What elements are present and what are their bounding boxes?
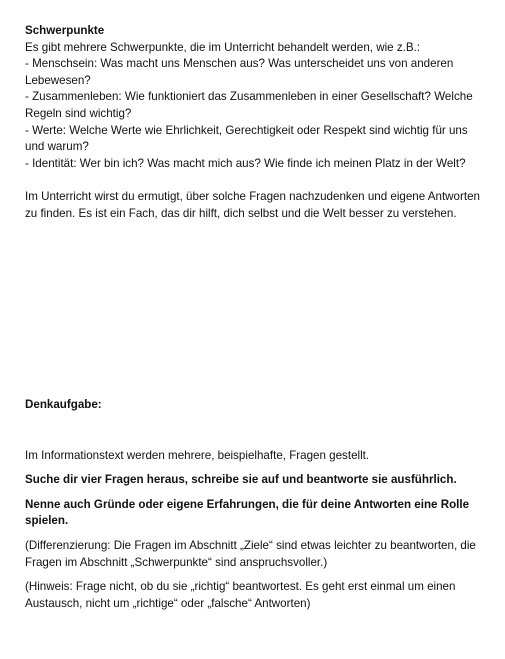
denkaufgabe-hinweis: (Hinweis: Frage nicht, ob du sie „richtig“ beantwortest. Es geht erst einmal um einen Austausch, nicht um „richtige“ oder „falsche“ Antworten) <box>25 580 456 610</box>
denkaufgabe-task-select: Suche dir vier Fragen heraus, schreibe sie auf und beantworte sie ausführlich. <box>25 473 457 487</box>
denkaufgabe-heading: Denkaufgabe: <box>25 398 102 411</box>
denkaufgabe-section <box>25 397 495 612</box>
schwerpunkte-intro: Es gibt mehrere Schwerpunkte, die im Unterricht behandelt werden, wie z.B.: <box>25 40 421 54</box>
schwerpunkte-section <box>25 23 485 222</box>
schwerpunkte-closing: Im Unterricht wirst du ermutigt, über solche Fragen nachzudenken und eigene Antworten zu finden. Es ist ein Fach, das dir hilft, dich selbst und die Welt besser zu verstehen. <box>25 189 480 220</box>
schwerpunkt-identitaet: - Identität: Wer bin ich? Was macht mich aus? Wie finde ich meinen Platz in der Welt? <box>25 156 466 170</box>
schwerpunkte-heading: Schwerpunkte <box>25 24 105 37</box>
schwerpunkt-menschsein: - Menschsein: Was macht uns Menschen aus? Was unterscheidet uns von anderen Lebewesen? <box>25 57 454 87</box>
schwerpunkt-zusammenleben: - Zusammenleben: Wie funktioniert das Zusammenleben in einer Gesellschaft? Welche Regeln sind wichtig? <box>25 90 473 120</box>
denkaufgabe-task-reasons: Nenne auch Gründe oder eigene Erfahrungen, die für deine Antworten eine Rolle spielen. <box>25 497 470 528</box>
paragraph-spacer <box>25 172 485 189</box>
denkaufgabe-differenzierung: (Differenzierung: Die Fragen im Abschnitt „Ziele“ sind etwas leichter zu beantworten, die Fragen im Abschnitt „Schwerpunkte“ sind anspruchsvoller.) <box>25 538 476 569</box>
denkaufgabe-intro: Im Informationstext werden mehrere, beispielhafte, Fragen gestellt. <box>25 448 370 462</box>
schwerpunkt-werte: - Werte: Welche Werte wie Ehrlichkeit, Gerechtigkeit oder Respekt sind wichtig für uns und warum? <box>25 123 468 154</box>
